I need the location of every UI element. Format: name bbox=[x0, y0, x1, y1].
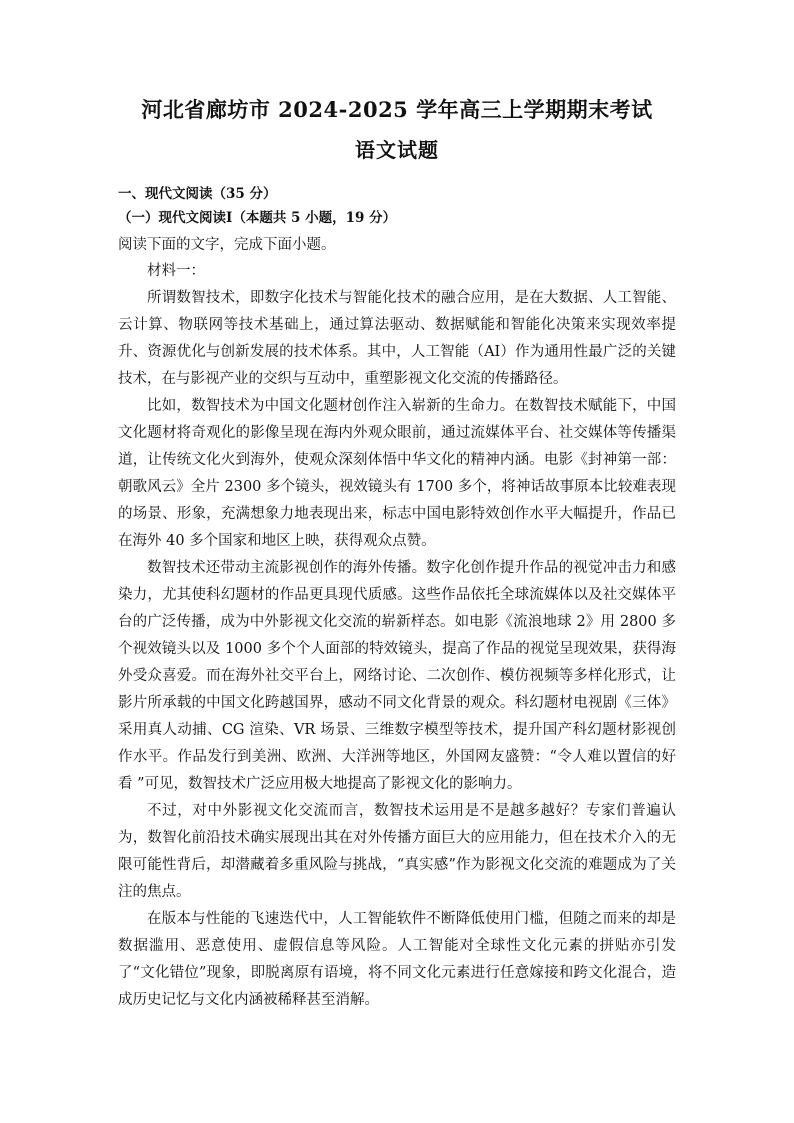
page-title: 河北省廊坊市 2024-2025 学年高三上学期期末考试 bbox=[141, 97, 653, 122]
paragraph: 不过，对中外影视文化交流而言，数智技术运用是不是越多越好？专家们普遍认为，数智化前沿技术确实展现出其在对外传播方面巨大的应用能力，但在技术介入的无限可能性背后，却潜藏着多重风险与挑战，“真实感”作为影视文化交流的难题成为了关注的焦点。 bbox=[118, 803, 676, 900]
page-subtitle: 语文试题 bbox=[355, 138, 439, 162]
material-label: 材料一： bbox=[147, 263, 205, 279]
reading-instruction: 阅读下面的文字，完成下面小题。 bbox=[118, 237, 336, 253]
paragraph: 所谓数智技术，即数字化技术与智能化技术的融合应用，是在大数据、人工智能、云计算、物联网等技术基础上，通过算法驱动、数据赋能和智能化决策来实现效率提升、资源优化与创新发展的技术体系。其中，人工智能（AI）作为通用性最广泛的关键技术，在与影视产业的交织与互动中，重塑影视文化交流的传播路径。 bbox=[118, 290, 676, 387]
subsection-heading: （一）现代文阅读Ⅰ（本题共 5 小题，19 分） bbox=[118, 210, 397, 226]
paragraph: 比如，数智技术为中国文化题材创作注入崭新的生命力。在数智技术赋能下，中国文化题材将奇观化的影像呈现在海内外观众眼前，通过流媒体平台、社交媒体等传播渠道，让传统文化火到海外，使观众深刻体悟中华文化的精神内涵。电影《封神第一部：朝歌风云》全片 2300 多个镜头，视效镜头有 1700 多个，将神话故事原本比较难表现的场景、形象，充满想象力地表现出来，标志中国电影特效创作水平大幅提升，作品已在海外 40 多个国家和地区上映，获得观众点赞。 bbox=[118, 398, 676, 549]
paragraph: 数智技术还带动主流影视创作的海外传播。数字化创作提升作品的视觉冲击力和感染力，尤其使科幻题材的作品更具现代质感。这些作品依托全球流媒体以及社交媒体平台的广泛传播，成为中外影视文化交流的崭新样态。如电影《流浪地球 2》用 2800 多个视效镜头以及 1000 多个个人面部的特效镜头，提高了作品的视觉呈现效果，获得海外受众喜爱。而在海外社交平台上，网络讨论、二次创作、模仿视频等多样化形式，让影片所承载的中国文化跨越国界，感动不同文化背景的观众。科幻题材电视剧《三体》采用真人动捕、CG 渲染、VR 场景、三维数字模型等技术，提升国产科幻题材影视创作水平。作品发行到美洲、欧洲、大洋洲等地区，外国网友盛赞：“令人难以置信的好看 ”可见，数智技术广泛应用极大地提高了影视文化的影响力。 bbox=[118, 560, 676, 792]
section-heading: 一、现代文阅读（35 分） bbox=[118, 186, 277, 202]
paragraph: 在版本与性能的飞速迭代中，人工智能软件不断降低使用门槛，但随之而来的却是数据滥用、恶意使用、虚假信息等风险。人工智能对全球性文化元素的拼贴亦引发了“文化错位”现象，即脱离原有语境，将不同文化元素进行任意嫁接和跨文化混合，造成历史记忆与文化内涵被稀释甚至消解。 bbox=[118, 911, 676, 1008]
